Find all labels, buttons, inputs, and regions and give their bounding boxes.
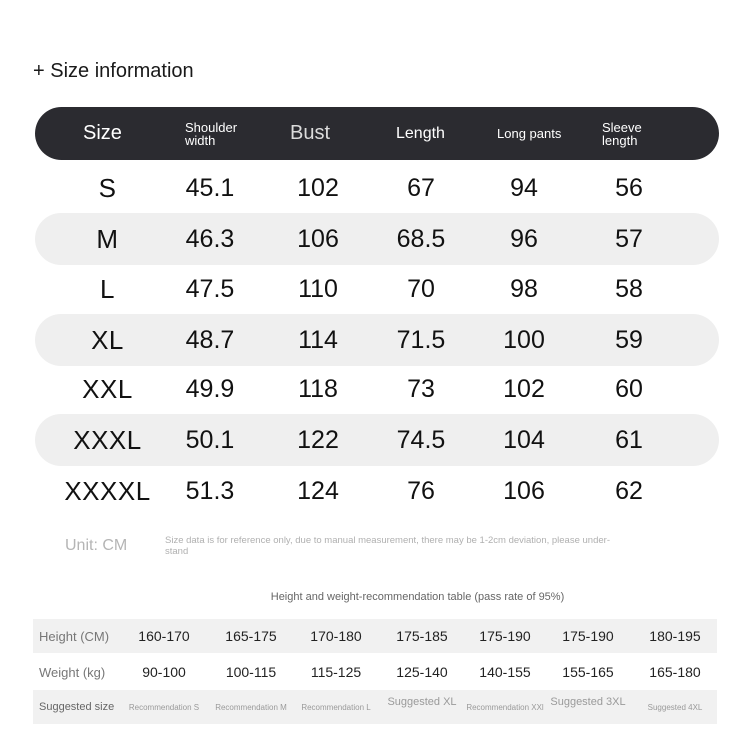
sleeve-value: 60 <box>615 374 643 403</box>
header-bust: Bust <box>290 122 331 144</box>
bust-value: 114 <box>298 325 338 354</box>
shoulder-value: 46.3 <box>185 224 235 253</box>
table-row <box>35 414 719 466</box>
height-value: 175-185 <box>396 628 448 644</box>
sleeve-value: 62 <box>615 476 643 505</box>
height-value: 175-190 <box>479 628 531 644</box>
header-long-pants: Long pants <box>497 126 562 141</box>
suggested-size-row <box>33 690 717 724</box>
suggested-size-value: Suggested 4XL <box>647 702 703 712</box>
pants-value: 98 <box>510 274 538 303</box>
weight-value: 140-155 <box>479 664 531 680</box>
measurement-note: Size data is for reference only, due to manual measurement, there may be 1-2cm deviation, please under- stand <box>165 535 610 557</box>
bust-value: 124 <box>297 476 339 505</box>
table-row <box>35 213 719 265</box>
size-label: S <box>98 172 117 203</box>
length-value: 70 <box>407 274 435 303</box>
pants-value: 102 <box>503 374 545 403</box>
suggested-size-value: Suggested XL <box>387 696 457 708</box>
suggested-size-label: Suggested size <box>39 701 115 713</box>
weight-row <box>33 655 717 689</box>
size-label: XXXL <box>73 424 142 455</box>
sleeve-value: 59 <box>615 325 643 354</box>
size-label: L <box>100 273 115 304</box>
pants-value: 96 <box>510 224 538 253</box>
weight-value: 165-180 <box>649 664 701 680</box>
header-sleeve-length: Sleeve length <box>602 119 642 148</box>
table-row <box>35 314 719 366</box>
shoulder-value: 45.1 <box>185 173 235 202</box>
weight-value: 155-165 <box>562 664 614 680</box>
pants-value: 100 <box>503 325 545 354</box>
length-value: 73 <box>407 374 435 403</box>
size-table-header <box>35 107 719 160</box>
weight-value: 125-140 <box>396 664 448 680</box>
height-label: Height (CM) <box>39 628 110 644</box>
suggested-size-value: Suggested 3XL <box>550 696 626 708</box>
table-row <box>35 263 719 315</box>
table-row <box>35 465 719 517</box>
height-value: 180-195 <box>649 628 701 644</box>
sleeve-value: 56 <box>615 173 643 202</box>
bust-value: 110 <box>298 274 338 303</box>
suggested-size-value: Recommendation S <box>128 702 200 712</box>
weight-value: 115-125 <box>310 664 362 680</box>
suggested-size-value: Recommendation XXl <box>466 702 544 712</box>
pants-value: 94 <box>510 173 538 202</box>
recommendation-title: Height and weight-recommendation table (pass rate of 95%) <box>270 591 565 603</box>
length-value: 76 <box>407 476 435 505</box>
shoulder-value: 47.5 <box>185 274 235 303</box>
sleeve-value: 58 <box>615 274 643 303</box>
height-value: 170-180 <box>310 628 362 644</box>
size-label: M <box>96 223 119 254</box>
header-size: Size <box>83 122 122 144</box>
header-shoulder-width: Shoulder width <box>185 119 238 148</box>
weight-value: 90-100 <box>142 664 186 680</box>
table-row <box>35 162 719 214</box>
unit-label: Unit: CM <box>65 537 128 554</box>
size-label: XL <box>91 324 124 355</box>
suggested-size-value: Recommendation M <box>215 702 287 712</box>
weight-value: 100-115 <box>225 664 277 680</box>
page-title: + Size information <box>33 60 194 82</box>
header-length: Length <box>396 124 445 142</box>
height-value: 165-175 <box>225 628 277 644</box>
height-row <box>33 619 717 653</box>
length-value: 74.5 <box>396 425 446 454</box>
shoulder-value: 48.7 <box>185 325 235 354</box>
height-value: 160-170 <box>138 628 190 644</box>
bust-value: 106 <box>297 224 339 253</box>
length-value: 71.5 <box>396 325 446 354</box>
suggested-size-value: Recommendation L <box>301 702 371 712</box>
bust-value: 118 <box>298 374 338 403</box>
shoulder-value: 49.9 <box>185 374 235 403</box>
height-value: 175-190 <box>562 628 614 644</box>
size-label: XXXXL <box>64 475 151 506</box>
size-label: XXL <box>82 373 133 404</box>
length-value: 68.5 <box>396 224 446 253</box>
pants-value: 106 <box>503 476 545 505</box>
weight-label: Weight (kg) <box>39 664 106 680</box>
pants-value: 104 <box>503 425 545 454</box>
bust-value: 102 <box>297 173 339 202</box>
length-value: 67 <box>407 173 435 202</box>
table-row <box>35 363 719 415</box>
sleeve-value: 61 <box>615 425 643 454</box>
sleeve-value: 57 <box>615 224 643 253</box>
shoulder-value: 50.1 <box>185 425 235 454</box>
shoulder-value: 51.3 <box>185 476 235 505</box>
bust-value: 122 <box>297 425 339 454</box>
